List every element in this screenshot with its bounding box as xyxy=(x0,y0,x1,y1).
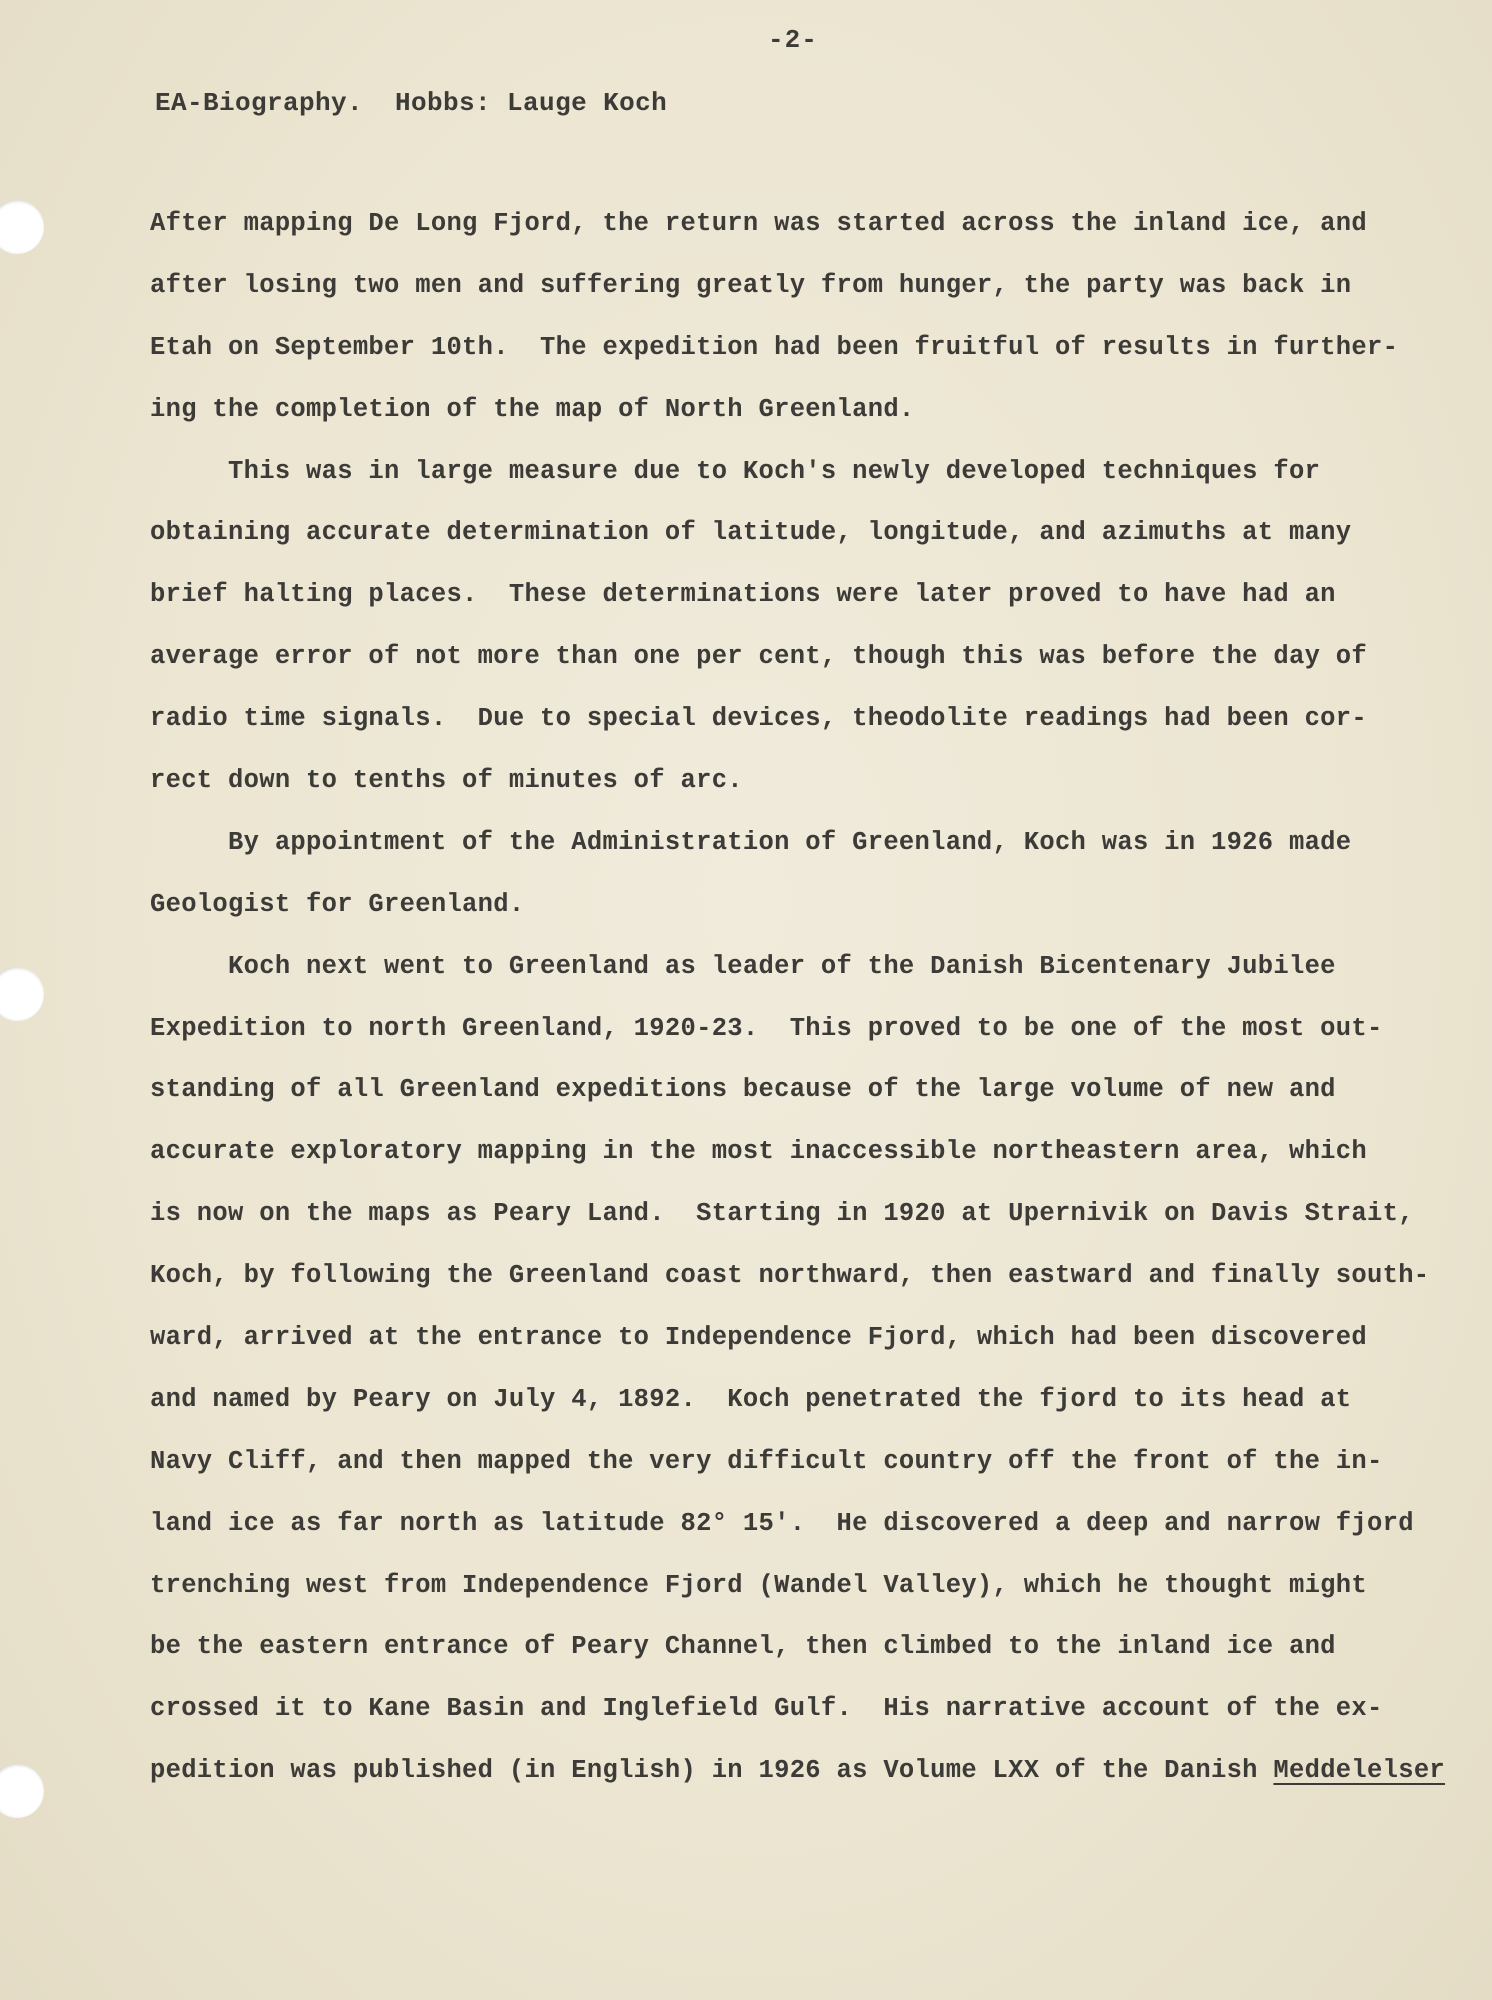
text-line: Navy Cliff, and then mapped the very difficult country off the front of the in- xyxy=(150,1446,1383,1476)
text-line: is now on the maps as Peary Land. Starting in 1920 at Upernivik on Davis Strait, xyxy=(150,1199,1414,1229)
text-line-last xyxy=(150,1750,1446,1812)
text-line: By appointment of the Administration of Greenland, Koch was in 1926 made xyxy=(150,827,1352,857)
text-line: Koch, by following the Greenland coast northward, then eastward and finally south- xyxy=(150,1261,1430,1291)
text-line: This was in large measure due to Koch's newly developed techniques for xyxy=(150,456,1321,486)
text-line: average error of not more than one per cent, though this was before the day of xyxy=(150,642,1367,672)
text-line: After mapping De Long Fjord, the return was started across the inland ice, and xyxy=(150,209,1367,238)
text-line: trenching west from Independence Fjord (Wandel Valley), which he thought might xyxy=(150,1570,1367,1600)
text-line: land ice as far north as latitude 82° 15'. He discovered a deep and narrow fjord xyxy=(150,1508,1414,1538)
underlined-title: Meddelelser xyxy=(1273,1756,1446,1786)
punch-hole xyxy=(0,200,44,254)
punch-hole xyxy=(0,967,44,1021)
text-line: accurate exploratory mapping in the most inaccessible northeastern area, which xyxy=(150,1137,1367,1167)
page-number: -2- xyxy=(768,25,818,55)
text-line: ward, arrived at the entrance to Independence Fjord, which had been discovered xyxy=(150,1323,1367,1353)
text-line: Etah on September 10th. The expedition had been fruitful of results in further- xyxy=(150,332,1399,362)
text-line: Expedition to north Greenland, 1920-23. This proved to be one of the most out- xyxy=(150,1013,1383,1043)
text-line: Koch next went to Greenland as leader of the Danish Bicentenary Jubilee xyxy=(150,951,1336,981)
text-line: crossed it to Kane Basin and Inglefield Gulf. His narrative account of the ex- xyxy=(150,1694,1383,1724)
text-line: after losing two men and suffering greatly from hunger, the party was back in xyxy=(150,270,1352,300)
document-header: EA-Biography. Hobbs: Lauge Koch xyxy=(155,88,668,118)
text-line: standing of all Greenland expeditions because of the large volume of new and xyxy=(150,1075,1336,1105)
text-line: brief halting places. These determinations were later proved to have had an xyxy=(150,580,1336,610)
text-line: be the eastern entrance of Peary Channel, then climbed to the inland ice and xyxy=(150,1632,1336,1662)
text-line: radio time signals. Due to special devices, theodolite readings had been cor- xyxy=(150,704,1367,734)
text-line: ing the completion of the map of North Greenland. xyxy=(150,394,915,424)
text-line: rect down to tenths of minutes of arc. xyxy=(150,766,743,796)
punch-hole xyxy=(0,1764,44,1818)
body-text xyxy=(150,203,1446,1812)
text-line: Geologist for Greenland. xyxy=(150,889,525,919)
text-line: obtaining accurate determination of latitude, longitude, and azimuths at many xyxy=(150,518,1352,548)
text-line: and named by Peary on July 4, 1892. Koch penetrated the fjord to its head at xyxy=(150,1384,1352,1414)
last-line-text: pedition was published (in English) in 1926 as Volume LXX of the Danish xyxy=(150,1756,1274,1786)
